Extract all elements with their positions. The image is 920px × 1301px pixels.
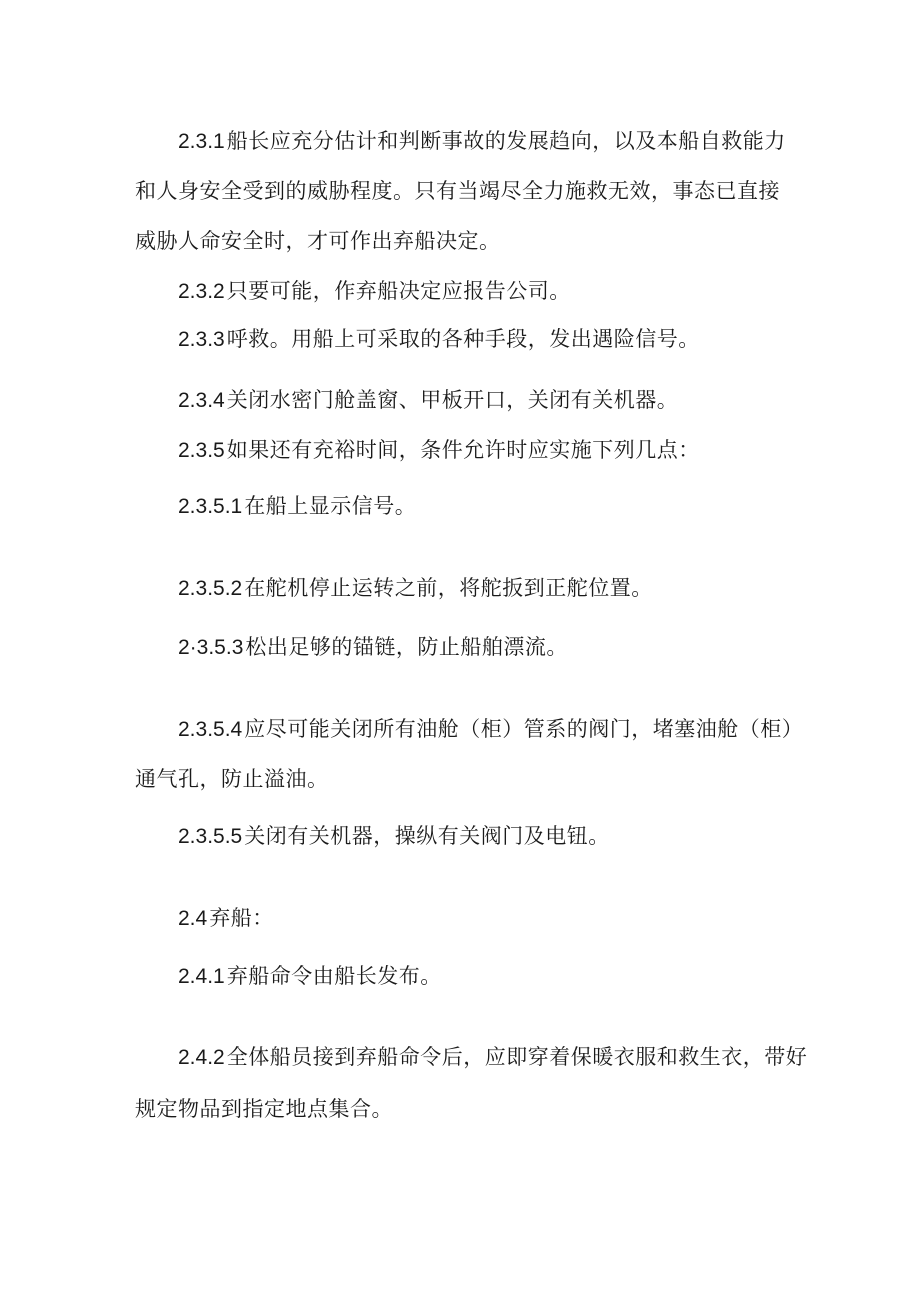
section-number: 2.3.5 <box>178 439 225 462</box>
section-number: 2.3.2 <box>178 280 225 303</box>
section-number: 2.3.5.4 <box>178 718 243 741</box>
paragraph-2-3-5-5 <box>178 823 610 850</box>
paragraph-2-3-5 <box>178 437 700 464</box>
section-number: 2.3.4 <box>178 389 225 412</box>
paragraph-text: 在船上显示信号。 <box>244 494 417 518</box>
paragraph-2-4-1 <box>178 963 442 990</box>
paragraph-text: 和人身安全受到的威胁程度。只有当竭尽全力施救无效，事态已直接 <box>135 179 780 203</box>
paragraph-2-3-4 <box>178 387 678 414</box>
paragraph-text: 在舵机停止运转之前，将舵扳到正舵位置。 <box>244 576 653 600</box>
section-number: 2.4 <box>178 907 208 930</box>
paragraph-text: 规定物品到指定地点集合。 <box>135 1097 393 1121</box>
paragraph-2-3-5-3 <box>178 634 568 661</box>
paragraph-text: 关闭有关机器，操纵有关阀门及电钮。 <box>244 824 610 848</box>
section-number: 2.3.5.2 <box>178 577 243 600</box>
heading-2-4 <box>178 905 274 932</box>
paragraph-text: 关闭水密门舱盖窗、甲板开口，关闭有关机器。 <box>226 388 679 412</box>
paragraph-text: 通气孔，防止溢油。 <box>135 767 329 791</box>
section-number: 2.3.3 <box>178 328 225 351</box>
paragraph-text: 如果还有充裕时间，条件允许时应实施下列几点： <box>226 438 700 462</box>
section-number: 2.4.1 <box>178 965 225 988</box>
paragraph-2-3-5-4-line-2 <box>135 766 329 792</box>
paragraph-text: 松出足够的锚链，防止船舶漂流。 <box>245 635 568 659</box>
section-number: 2.3.5.1 <box>178 495 243 518</box>
paragraph-2-3-5-4-line-1 <box>178 716 803 743</box>
paragraph-text: 呼救。用船上可采取的各种手段，发出遇险信号。 <box>226 327 700 351</box>
paragraph-2-3-3 <box>178 326 700 353</box>
paragraph-2-3-1-line-3 <box>135 228 501 254</box>
paragraph-text: 弃船命令由船长发布。 <box>226 964 442 988</box>
section-number: 2.3.1 <box>178 130 225 153</box>
section-number: 2·3.5.3 <box>178 636 244 659</box>
section-number: 2.4.2 <box>178 1046 225 1069</box>
paragraph-2-4-2-line-1 <box>178 1044 807 1071</box>
section-number: 2.3.5.5 <box>178 825 243 848</box>
paragraph-2-3-5-1 <box>178 493 416 520</box>
paragraph-2-3-1-line-1 <box>178 128 786 155</box>
paragraph-text: 弃船： <box>209 906 274 930</box>
paragraph-2-3-2 <box>178 278 571 305</box>
paragraph-2-3-5-2 <box>178 575 653 602</box>
paragraph-2-4-2-line-2 <box>135 1096 393 1122</box>
paragraph-text: 应尽可能关闭所有油舱（柜）管系的阀门，堵塞油舱（柜） <box>244 717 804 741</box>
paragraph-text: 船长应充分估计和判断事故的发展趋向，以及本船自救能力 <box>226 129 786 153</box>
paragraph-text: 威胁人命安全时，才可作出弃船决定。 <box>135 229 501 253</box>
paragraph-2-3-1-line-2 <box>135 178 780 204</box>
paragraph-text: 只要可能，作弃船决定应报告公司。 <box>226 279 571 303</box>
paragraph-text: 全体船员接到弃船命令后，应即穿着保暖衣服和救生衣，带好 <box>226 1045 808 1069</box>
